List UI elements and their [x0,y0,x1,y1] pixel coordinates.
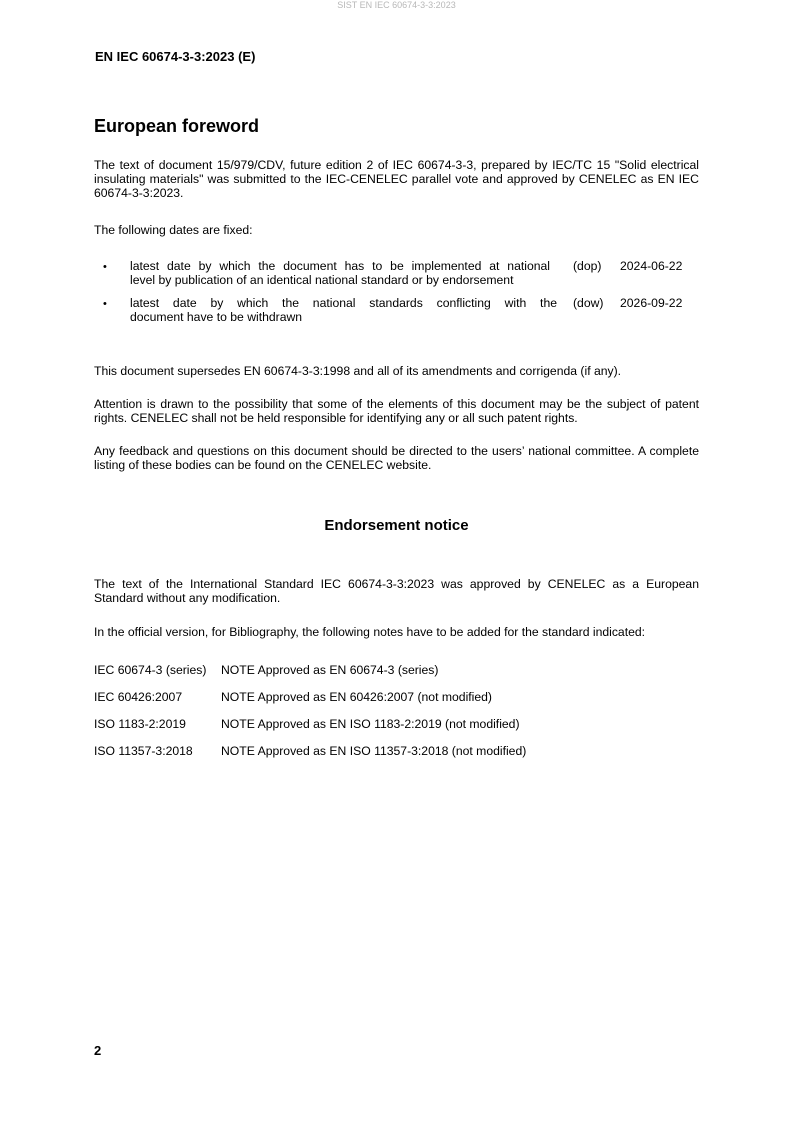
standard-note: NOTE Approved as EN 60426:2007 (not modified) [221,690,492,704]
patent-paragraph: Attention is drawn to the possibility that some of the elements of this document may be the subject of patent rights. CENELEC shall not be held responsible for identifying any or all such patent rights. [94,397,699,425]
date-item-date: 2024-06-22 [620,259,683,273]
standard-note: NOTE Approved as EN 60674-3 (series) [221,663,439,677]
standard-note: NOTE Approved as EN ISO 11357-3:2018 (not modified) [221,744,527,758]
standard-reference: IEC 60426:2007 [94,690,183,704]
date-item-text [130,296,608,324]
date-item-code: (dow) [573,296,604,310]
bullet-icon: • [103,298,107,310]
dates-intro-paragraph: The following dates are fixed: [94,223,253,237]
foreword-heading: European foreword [94,116,260,136]
date-item-text [130,259,608,287]
document-identifier: EN IEC 60674-3-3:2023 (E) [95,49,256,64]
date-item-line-1: latest date by which the document has to be implemented at national [130,259,550,273]
feedback-paragraph: Any feedback and questions on this document should be directed to the users’ national committee. A complete listing of these bodies can be found on the CENELEC website. [94,444,699,472]
standard-note: NOTE Approved as EN ISO 1183-2:2019 (not modified) [221,717,520,731]
watermark: SIST EN IEC 60674-3-3:2023 [337,0,456,10]
date-item-line-2: level by publication of an identical national standard or by endorsement [130,273,514,287]
bibliography-intro-paragraph: In the official version, for Bibliography, the following notes have to be added for the standard indicated: [94,625,646,639]
standard-reference: IEC 60674-3 (series) [94,663,207,677]
foreword-intro-paragraph: The text of document 15/979/CDV, future edition 2 of IEC 60674-3-3, prepared by IEC/TC 15 "Solid electrical insulating materials" was submitted to the IEC-CENELEC parallel vote and approved by CENELEC as EN IEC 60674-3-3:2023. [94,158,699,200]
page-number: 2 [94,1043,102,1058]
standard-reference: ISO 1183-2:2019 [94,717,186,731]
date-item-code: (dop) [573,259,602,273]
supersedes-paragraph: This document supersedes EN 60674-3-3:1998 and all of its amendments and corrigenda (if any). [94,364,622,378]
endorsement-paragraph: The text of the International Standard IEC 60674-3-3:2023 was approved by CENELEC as a European Standard without any modification. [94,577,699,605]
date-item-line-1: latest date by which the national standards conflicting with the [130,296,557,310]
endorsement-heading: Endorsement notice [324,517,469,534]
standard-reference: ISO 11357-3:2018 [94,744,193,758]
date-item-date: 2026-09-22 [620,296,683,310]
date-item-line-2: document have to be withdrawn [130,310,303,324]
bullet-icon: • [103,261,107,273]
